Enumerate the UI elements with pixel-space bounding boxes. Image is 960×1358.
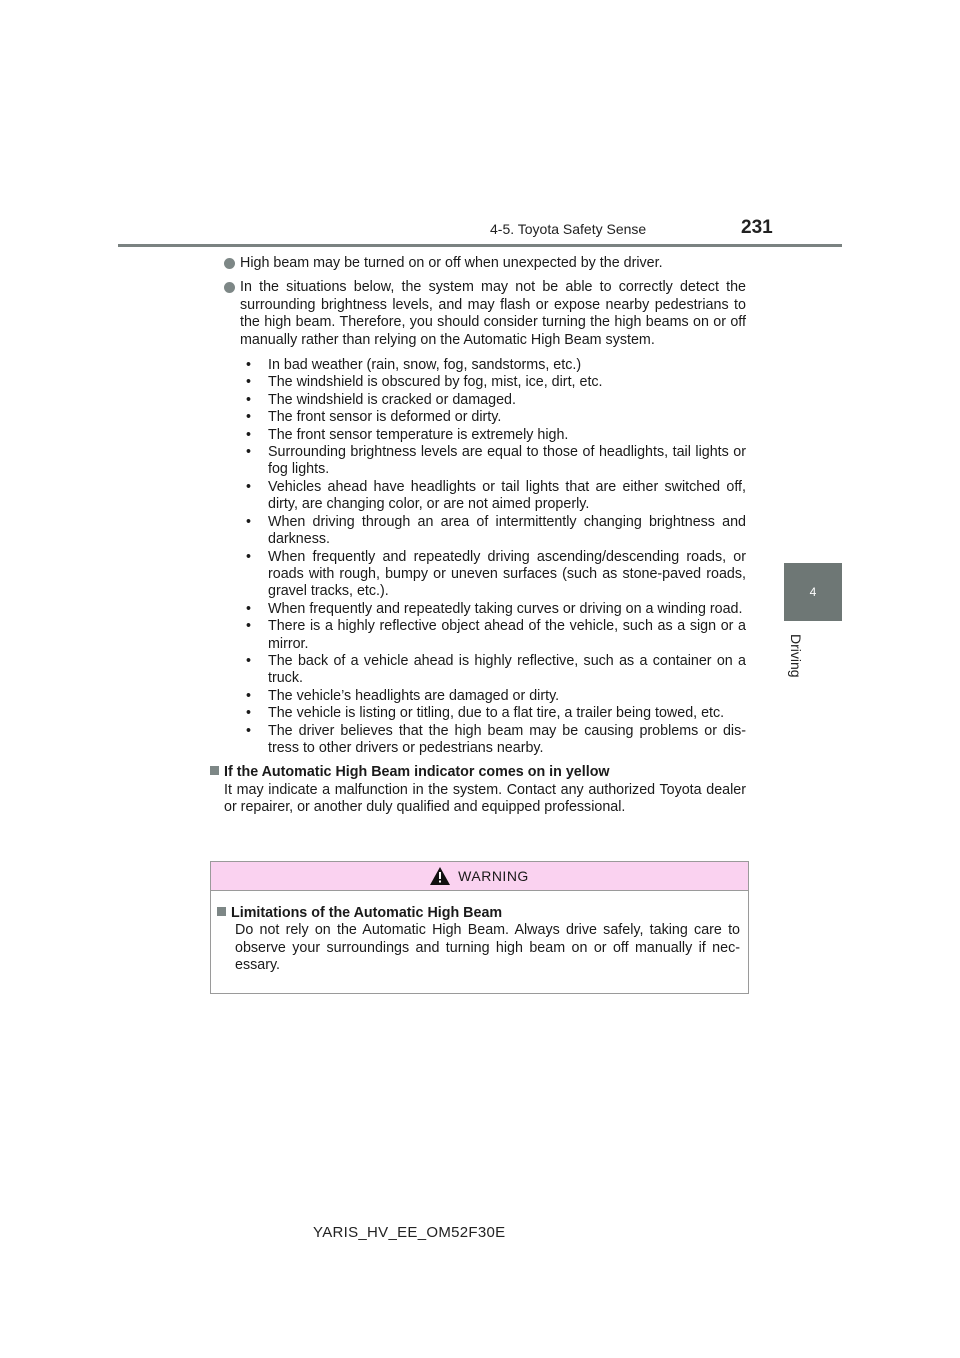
list-item: • When frequently and repeatedly driving ascending/descending roads, or roads with rough, bumpy or uneven surfaces (such as stone-paved roads, gravel tracks, etc.).: [240, 549, 746, 601]
square-bullet-icon: [217, 907, 226, 916]
warning-text: Do not rely on the Automatic High Beam. Always drive safely, taking care to observe your surroundings and turning high beam on or off manually if nec- essary.: [235, 922, 740, 974]
list-item: • Surrounding brightness levels are equal to those of headlights, tail lights or fog lights.: [240, 444, 746, 479]
list-item: • When driving through an area of intermittently changing brightness and darkness.: [240, 514, 746, 549]
header-divider: [118, 244, 842, 247]
chapter-tab: 4: [784, 563, 842, 621]
list-item: • The driver believes that the high beam may be causing problems or dis- tress to other drivers or pedestrians nearby.: [240, 723, 746, 758]
square-bullet-icon: [210, 766, 219, 775]
list-item: • The back of a vehicle ahead is highly reflective, such as a container on a truck.: [240, 653, 746, 688]
indicator-heading: If the Automatic High Beam indicator comes on in yellow: [210, 764, 746, 781]
page-number: 231: [741, 217, 773, 238]
list-item: • In bad weather (rain, snow, fog, sandstorms, etc.): [240, 357, 746, 374]
list-item: • The front sensor temperature is extremely high.: [240, 427, 746, 444]
warning-box: [210, 861, 749, 994]
note-paragraph: High beam may be turned on or off when unexpected by the driver.: [224, 255, 746, 272]
warning-heading: Limitations of the Automatic High Beam: [217, 905, 740, 922]
chapter-label: Driving: [788, 634, 804, 678]
warning-title: WARNING: [458, 868, 529, 884]
list-item: • The vehicle’s headlights are damaged or dirty.: [240, 688, 746, 705]
list-item: • The windshield is cracked or damaged.: [240, 392, 746, 409]
note-paragraph: In the situations below, the system may not be able to correctly detect the surrounding brightness levels, and may flash or expose nearby pedestrians to the high beam. Therefore, you should consider turning the high beams on or off manually rather than relying on the Automatic High Beam system. • In bad weather (rain, snow, fog, sandstorms, etc.) • The windshield is obscured by fog, mist, ice, dirt, etc. • The windshield is cracked or damaged. • The front sensor is deformed or dirty. • The front sensor temperature is extremely high. • Surrounding brightness levels are equal to those of headlights, tail lights or fog lights. • Vehicles ahead have headlights or tail lights that are either switched off, dirty, are changing color, or are not aimed properly. • When driving through an area of intermittently changing brightness and darkness. • When frequently and repeatedly driving ascending/descending roads, or roads with rough, bumpy or uneven surfaces (such as stone-paved roads, gravel tracks, etc.). • When frequently and repeatedly taking curves or driving on a winding road. • There is a highly reflective object ahead of the vehicle, such as a sign or a mirror. • The back of a vehicle ahead is highly reflective, such as a container on a truck. • The vehicle’s headlights are damaged or dirty. • The vehicle is listing or titling, due to a flat tire, a trailer being towed, etc. • The driver believes that the high beam may be causing problems or dis- tress to other drivers or pedestrians nearby.: [224, 279, 746, 757]
list-item: • When frequently and repeatedly taking curves or driving on a winding road.: [240, 601, 746, 618]
bullet-dot-icon: [224, 258, 235, 269]
warning-body: [211, 891, 748, 975]
situation-list: [240, 357, 746, 757]
main-content: [224, 255, 746, 817]
list-item: • The windshield is obscured by fog, mist, ice, dirt, etc.: [240, 374, 746, 391]
indicator-body: It may indicate a malfunction in the system. Contact any authorized Toyota dealer or repairer, or another duly qualified and equipped professional.: [224, 781, 746, 816]
document-id: YARIS_HV_EE_OM52F30E: [313, 1224, 506, 1241]
list-item: • There is a highly reflective object ahead of the vehicle, such as a sign or a mirror.: [240, 618, 746, 653]
list-item: • Vehicles ahead have headlights or tail lights that are either switched off, dirty, are changing color, or are not aimed properly.: [240, 479, 746, 514]
bullet-dot-icon: [224, 282, 235, 293]
list-item: • The vehicle is listing or titling, due to a flat tire, a trailer being towed, etc.: [240, 705, 746, 722]
warning-triangle-icon: [430, 867, 450, 885]
list-item: • The front sensor is deformed or dirty.: [240, 409, 746, 426]
section-title: 4-5. Toyota Safety Sense: [490, 221, 647, 237]
warning-header: [211, 862, 748, 891]
